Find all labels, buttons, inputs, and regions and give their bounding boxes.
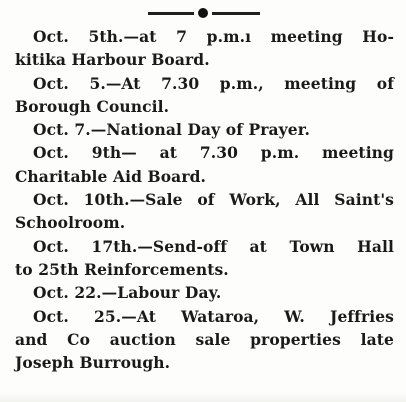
- notice-entry: [0, 72, 406, 119]
- notice-line: and Co auction sale properties late: [15, 329, 394, 349]
- notice-line: Oct. 25.—At Wataroa, W. Jeffries: [33, 306, 394, 326]
- decorative-rule-right: [212, 12, 260, 15]
- page-edge: [0, 392, 406, 402]
- notice-line: Oct. 5.—At 7.30 p.m., meeting of: [33, 73, 394, 93]
- notice-line: Joseph Burrough.: [15, 353, 171, 373]
- notice-line: Schoolroom.: [15, 213, 126, 233]
- notice-line: Oct. 17th.—Send-off at Town Hall: [33, 236, 394, 256]
- notice-entry: [0, 235, 406, 282]
- notice-line: Oct. 22.—Labour Day.: [33, 283, 222, 303]
- notice-line: Oct. 9th— at 7.30 p.m. meeting: [33, 143, 394, 163]
- notice-line: Oct. 7.—National Day of Prayer.: [33, 120, 311, 140]
- notice-entry: [0, 25, 406, 72]
- decorative-rule-left: [148, 12, 194, 15]
- notice-line: Borough Council.: [15, 96, 170, 116]
- notice-entry: [0, 305, 406, 375]
- notice-list: [0, 25, 406, 374]
- notice-line: Oct. 5th.—at 7 p.m.ı meeting Ho-: [33, 27, 394, 46]
- notice-entry: [0, 188, 406, 235]
- notice-entry: [0, 281, 406, 304]
- notice-line: to 25th Reinforcements.: [15, 259, 229, 279]
- notice-line: Oct. 10th.—Sale of Work, All Saint's: [33, 190, 394, 210]
- decorative-rule-dot: [198, 8, 208, 18]
- notice-entry: [0, 141, 406, 188]
- notice-entry: [0, 118, 406, 141]
- notice-line: kitika Harbour Board.: [15, 50, 210, 70]
- notice-line: Charitable Aid Board.: [15, 166, 207, 186]
